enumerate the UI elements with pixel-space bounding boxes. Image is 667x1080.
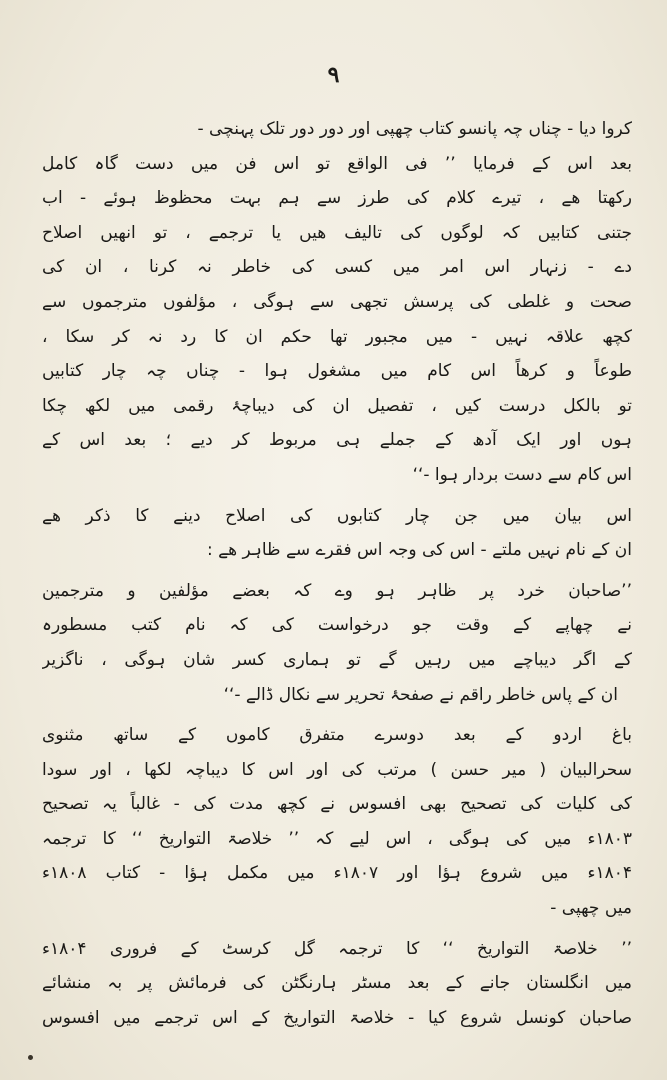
quote-line: ان کے پاس خاطر راقم نے صفحۂ تحریر سے نکال ڈالے -‘‘ [223,684,618,705]
text-line: میں چھپی - [550,898,632,919]
text-line: اس کام سے دست بردار ہوا -‘‘ [412,464,632,485]
text-line: بعد اس کے فرمایا ’’ فی الواقع تو اس فن میں دست گاہ کامل [42,153,632,174]
quote-line: نے چھاپے کے وقت جو درخواست کی کہ نام کتب مسطورہ [42,615,632,636]
text-line: ان کے نام نہیں ملتے - اس کی وجہ اس فقرے سے ظاہر ھے : [207,540,632,561]
text-line: دے - زنہار اس امر میں کسی کی خاطر نہ کرنا ، ان کی [42,257,632,278]
text-line: کی کلیات کی تصحیح بھی افسوس نے کچھ مدت کی - غالباً یہ تصحیح [42,794,632,815]
text-line: تو بالکل درست کیں ، تفصیل ان کی دیباچۂ رقمی میں لکھ چکا [42,395,632,416]
text-line: ’’ خلاصۃ التواریخ ‘‘ کا ترجمہ گل کرسٹ کے فروری ۱۸۰۴ء [42,938,632,959]
quote-line: ’’صاحبان خرد پر ظاہر ہو وے کہ بعضے مؤلفین و مترجمین [42,580,632,601]
text-line: طوعاً و کرھاً اس کام میں مشغول ہوا - چناں چہ چار کتابیں [42,361,632,382]
ink-dot [28,1055,33,1060]
page-number: ۹ [327,62,340,88]
text-line: باغ اردو کے بعد دوسرے متفرق کاموں کے ساتھ مثنوی [42,725,632,746]
text-line: رکھتا ھے ، تیرے کلام کی طرز سے ہم بہت محظوظ ہوئے - اب [42,188,632,209]
text-line: صحت و غلطی کی پرسش تجھی سے ہوگی ، مؤلفوں مترجموں سے [42,291,632,312]
text-line: صاحبان کونسل شروع کیا - خلاصۃ التواریخ کے اس ترجمے میں افسوس [42,1007,632,1028]
quote-line: کے اگر دیباچے میں رہیں گے تو ہماری کسر شان ہوگی ، ناگزیر [42,649,632,670]
text-line: اس بیان میں جن چار کتابوں کی اصلاح دینے کا ذکر ھے [42,505,632,526]
text-line: کچھ علاقہ نہیں - میں مجبور تھا حکم ان کا رد نہ کر سکا ، [42,326,632,347]
text-line: ۱۸۰۳ء میں کی ہوگی ، اس لیے کہ ’’ خلاصۃ التواریخ ‘‘ کا ترجمہ [42,828,632,849]
text-line: جتنی کتابیں کہ لوگوں کی تالیف ھیں یا ترجمے ، تو انھیں اصلاح [42,222,632,243]
text-line: ۱۸۰۴ء میں شروع ہؤا اور ۱۸۰۷ء میں مکمل ہؤا - کتاب ۱۸۰۸ء [42,863,632,884]
text-line: کروا دیا - چناں چہ پانسو کتاب چھپی اور دور دور تلک پہنچی - [197,119,632,139]
text-line: میں انگلستان جانے کے بعد مسٹر ہارنگٹن کی فرمائش پر بہ منشائے [42,973,632,994]
page-body [42,112,632,1035]
text-line: سحرالبیان ( میر حسن ) مرتب کی اور اس کا دیباچہ لکھا ، اور سودا [42,759,632,780]
text-line: ہوں اور ایک آدھ کے جملے ہی مربوط کر دیے ؛ بعد اس کے [42,430,632,451]
